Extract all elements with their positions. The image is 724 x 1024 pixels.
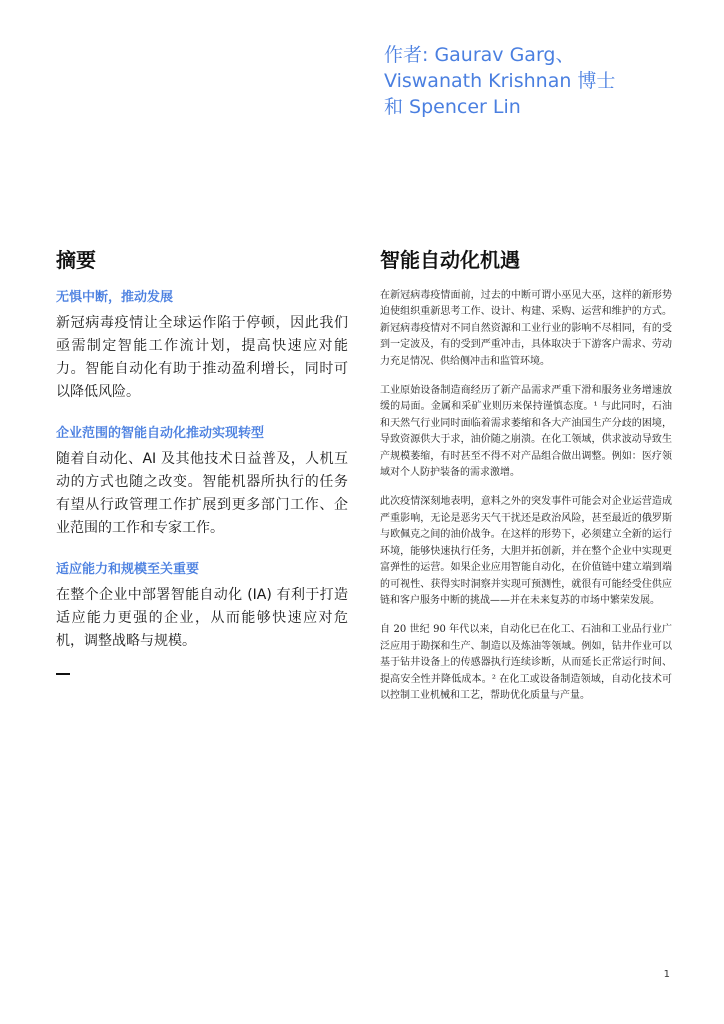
summary-text-1: 新冠病毒疫情让全球运作陷于停顿，因此我们亟需制定智能工作流计划，提高快速应对能力。智能自动化有助于推动盈利增长，同时可以降低风险。	[56, 315, 348, 400]
summary-heading-2: 企业范围的智能自动化推动实现转型	[56, 426, 265, 441]
opportunity-column	[380, 246, 672, 717]
body-paragraph-3: 此次疫情深刻地表明，意料之外的突发事件可能会对企业运营造成严重影响，无论是恶劣天气干扰还是政治风险，甚至最近的俄罗斯与欧佩克之间的油价战争。在这样的形势下，必须建立全新的运行环境，能够快速执行任务，大胆并拓创新，并在整个企业中实现更富弹性的运营。如果企业应用智能自动化，在价值链中建立端到端的可视性、获得实时洞察并实现可预测性，就很有可能经受住供应链和客户服务中断的挑战——并在未来复苏的市场中繁荣发展。	[380, 496, 672, 606]
opportunity-title: 智能自动化机遇	[380, 248, 520, 272]
summary-text-3: 在整个企业中部署智能自动化 (IA) 有利于打造适应能力更强的企业，从而能够快速应对危机，调整战略与规模。	[56, 587, 348, 649]
page-number: 1	[663, 969, 670, 980]
author-block	[384, 42, 694, 120]
summary-text-2: 随着自动化、AI 及其他技术日益普及，人机互动的方式也随之改变。智能机器所执行的任务有望从行政管理工作扩展到更多部门工作、企业范围的工作和专家工作。	[56, 451, 348, 536]
summary-heading-3: 适应能力和规模至关重要	[56, 562, 200, 577]
body-paragraph-4: 自 20 世纪 90 年代以来，自动化已在化工、石油和工业品行业广泛应用于勘探和生产、制造以及炼油等领域。例如，钻井作业可以基于钻井设备上的传感器执行连续诊断，从而延长正常运行时间、提高安全性并降低成本。² 在化工或设备制造领域，自动化技术可以控制工业机械和工艺，帮助优化质量与产量。	[380, 624, 672, 701]
summary-column	[56, 246, 348, 675]
section-divider	[56, 673, 70, 675]
body-paragraph-2: 工业原始设备制造商经历了新产品需求严重下滑和服务业务增速放缓的局面。金属和采矿业则历来保持谨慎态度。¹ 与此同时，石油和天然气行业同时面临着需求萎缩和各大产油国生产分歧的困境，导致资源供大于求，油价随之崩溃。在化工领域，供求波动导致生产规模萎缩，有时甚至不得不对产品组合做出调整。例如：医疗领域对个人防护装备的需求激增。	[380, 385, 672, 479]
body-paragraph-1: 在新冠病毒疫情面前，过去的中断可谓小巫见大巫，这样的新形势迫使组织重新思考工作、设计、构建、采购、运营和维护的方式。新冠病毒疫情对不同自然资源和工业行业的影响不尽相同，有的受到一定波及，有的受到严重冲击，具体取决于下游客户需求、劳动力充足情况、供给侧冲击和监管环境。	[380, 290, 672, 367]
author-line-3: 和 Spencer Lin	[384, 96, 521, 118]
author-line-1: 作者: Gaurav Garg、	[384, 44, 575, 66]
summary-title: 摘要	[56, 248, 96, 272]
summary-heading-1: 无惧中断，推动发展	[56, 290, 174, 305]
author-line-2: Viswanath Krishnan 博士	[384, 70, 616, 92]
